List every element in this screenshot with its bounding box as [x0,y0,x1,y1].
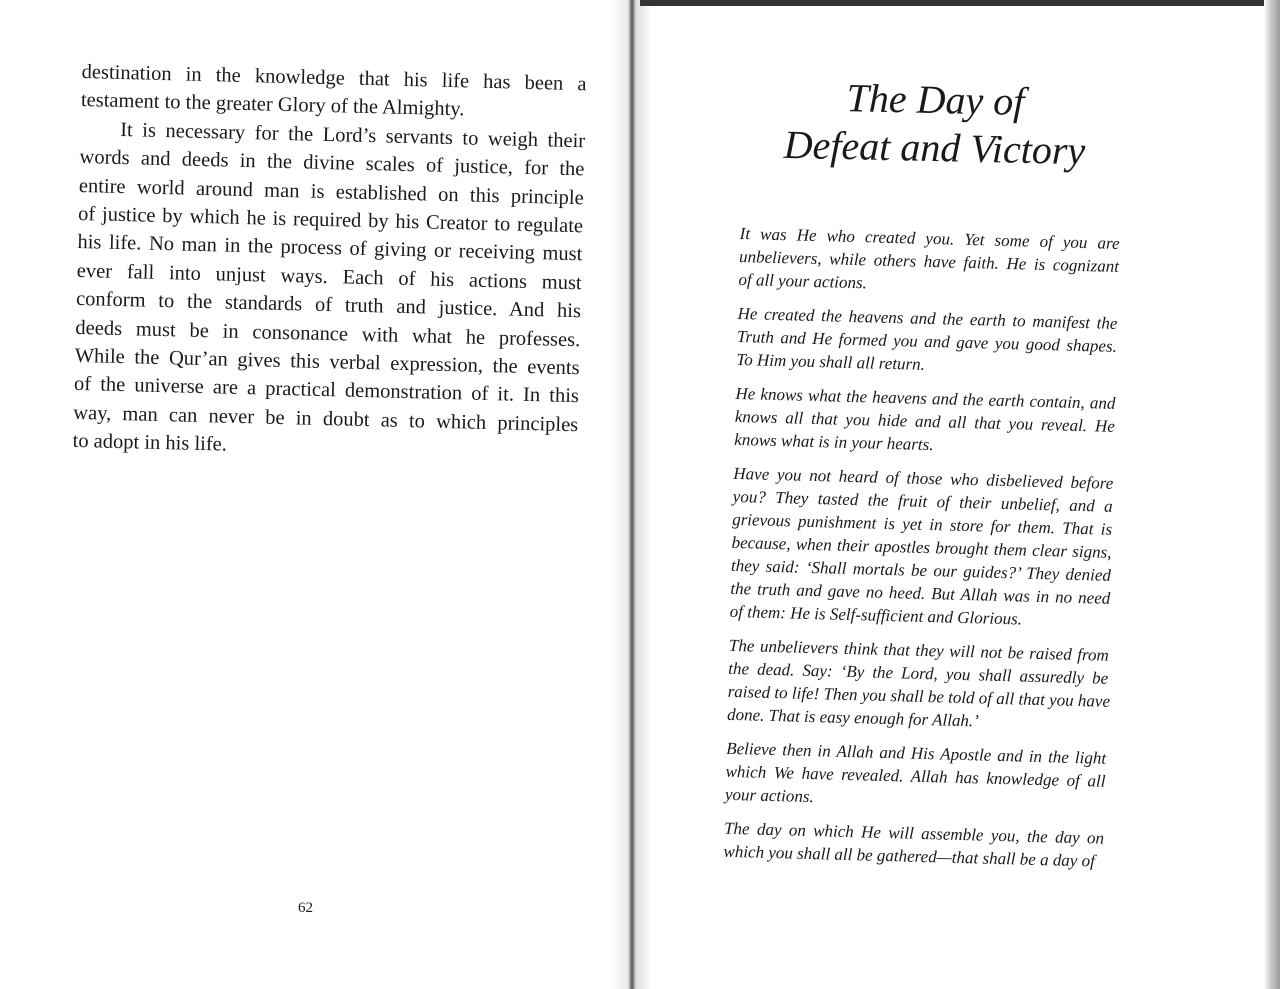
text-line: knows what is in your hearts. [734,429,934,455]
text-line: It was He who created you. Yet some of you are [739,223,1120,253]
text-line: done. That is easy enough for Allah.’ [726,704,980,731]
text-line: they said: ‘Shall mortals be our guides?’ They denied [730,555,1112,585]
page-number: 62 [298,900,313,916]
verse-paragraph [725,737,1107,816]
text-line: destination in the knowledge that his life has been a [81,60,587,96]
text-line: To Him you shall all return. [736,349,926,374]
verse-paragraph [734,382,1116,461]
text-line: Have you not heard of those who disbelieved before [733,463,1114,493]
left-page [0,0,612,989]
text-line: your actions. [724,784,815,807]
text-line: deeds must be in consonance with what he professes. [75,316,581,351]
text-line: testament to the greater Glory of the Almighty. [80,89,465,121]
text-line: knows all that you hide and all that you reveal. He [734,406,1116,436]
text-line: way, man can never be in doubt as to which principles [73,401,579,437]
text-line: The day on which He will assemble you, the day on [723,818,1105,848]
scan-edge-right [1264,0,1280,989]
verse-paragraph [736,302,1118,381]
chapter-title-line-1: The Day of [846,75,1025,124]
text-line: Truth and He formed you and gave you good shapes. [736,326,1118,356]
text-line: unbelievers, while others have faith. He is cognizant [738,246,1120,276]
text-line: of them: He is Self-sufficient and Glorious. [729,601,1023,629]
text-line: While the Qur’an gives this verbal expression, the events [74,344,580,380]
text-line: which We have revealed. Allah has knowledge of all [725,761,1106,791]
chapter-title [769,73,1101,176]
right-page-body-text [723,222,1120,884]
text-line: The unbelievers think that they will not be raised from [728,635,1110,665]
verse-paragraph [738,222,1120,301]
left-page-body-text [72,58,587,468]
text-line: because, when their apostles brought them clear signs, [731,532,1112,562]
verse-paragraph [723,817,1104,873]
text-line: conform to the standards of truth and justice. And his [75,288,582,323]
verse-paragraph [730,462,1114,633]
text-line: his life. No man in the process of giving or receiving must [77,231,583,266]
book-gutter [612,0,652,989]
text-line: grievous punishment is yet in store for them. That is [731,509,1113,539]
text-line: words and deeds in the divine scales of justice, for the [79,146,585,181]
text-line: ever fall into unjust ways. Each of his actions must [76,259,582,295]
verse-paragraph [727,634,1109,736]
text-line: of the universe are a practical demonstration of it. In this [73,373,580,408]
text-line: raised to life! Then you shall be told of all that you have [727,681,1111,711]
text-line: of justice by which he is required by his Creator to regulate [77,202,584,238]
text-line: Believe then in Allah and His Apostle and in the light [725,738,1107,768]
text-line: He knows what the heavens and the earth contain, and [735,383,1116,413]
text-line: which you shall all be gathered—that shall be a day of [723,841,1096,871]
text-line: He created the heavens and the earth to manifest the [737,303,1118,333]
text-line: the truth and gave no heed. But Allah was in no need [730,578,1111,608]
chapter-title-line-2: Defeat and Victory [783,121,1086,174]
text-line: the dead. Say: ‘By the Lord, you shall assuredly be [728,658,1109,688]
text-line: to adopt in his life. [72,430,228,456]
scan-edge-top [640,0,1280,6]
text-line: of all your actions. [738,269,868,293]
text-line: entire world around man is established on this principle [78,174,584,209]
text-line: It is necessary for the Lord’s servants to weigh their [119,118,586,153]
text-line: you? They tasted the fruit of their unbelief, and a [732,486,1113,516]
